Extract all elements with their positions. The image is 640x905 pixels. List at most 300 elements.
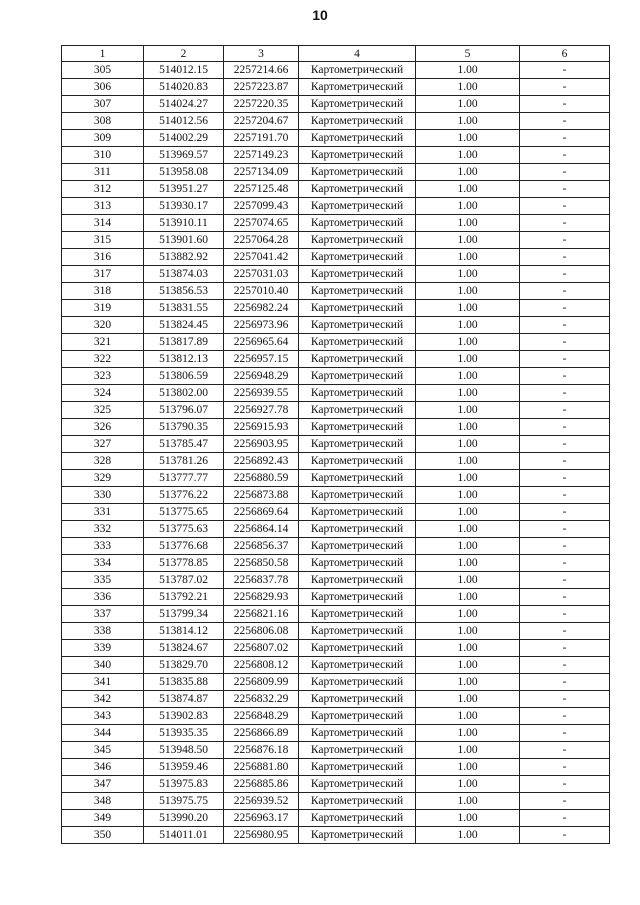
y-coordinate-cell: 2256915.93: [224, 419, 299, 436]
table-row: [62, 521, 610, 538]
y-coordinate-cell: 2256939.52: [224, 793, 299, 810]
method-cell: Картометрический: [299, 810, 416, 827]
description-cell: -: [520, 317, 610, 334]
point-number-cell: 329: [62, 470, 144, 487]
y-coordinate-cell: 2256881.80: [224, 759, 299, 776]
description-cell: -: [520, 368, 610, 385]
accuracy-cell: 1.00: [416, 623, 520, 640]
x-coordinate-cell: 513975.75: [144, 793, 224, 810]
table-row: [62, 147, 610, 164]
y-coordinate-cell: 2256939.55: [224, 385, 299, 402]
table-row: [62, 589, 610, 606]
description-cell: -: [520, 198, 610, 215]
x-coordinate-cell: 513776.22: [144, 487, 224, 504]
point-number-cell: 317: [62, 266, 144, 283]
description-cell: -: [520, 402, 610, 419]
x-coordinate-cell: 513812.13: [144, 351, 224, 368]
point-number-cell: 320: [62, 317, 144, 334]
table-row: [62, 504, 610, 521]
point-number-cell: 344: [62, 725, 144, 742]
table-row: [62, 300, 610, 317]
table-row: [62, 538, 610, 555]
description-cell: -: [520, 640, 610, 657]
y-coordinate-cell: 2256821.16: [224, 606, 299, 623]
accuracy-cell: 1.00: [416, 385, 520, 402]
x-coordinate-cell: 513874.87: [144, 691, 224, 708]
x-coordinate-cell: 513796.07: [144, 402, 224, 419]
point-number-cell: 326: [62, 419, 144, 436]
accuracy-cell: 1.00: [416, 521, 520, 538]
table-row: [62, 470, 610, 487]
point-number-cell: 314: [62, 215, 144, 232]
method-cell: Картометрический: [299, 62, 416, 79]
y-coordinate-cell: 2256809.99: [224, 674, 299, 691]
description-cell: -: [520, 827, 610, 844]
point-number-cell: 334: [62, 555, 144, 572]
y-coordinate-cell: 2256832.29: [224, 691, 299, 708]
x-coordinate-cell: 514002.29: [144, 130, 224, 147]
method-cell: Картометрический: [299, 385, 416, 402]
accuracy-cell: 1.00: [416, 147, 520, 164]
description-cell: -: [520, 691, 610, 708]
description-cell: -: [520, 606, 610, 623]
accuracy-cell: 1.00: [416, 793, 520, 810]
description-cell: -: [520, 487, 610, 504]
point-number-cell: 349: [62, 810, 144, 827]
column-header-5: 5: [416, 46, 520, 62]
x-coordinate-cell: 513824.67: [144, 640, 224, 657]
description-cell: -: [520, 113, 610, 130]
method-cell: Картометрический: [299, 572, 416, 589]
x-coordinate-cell: 514012.15: [144, 62, 224, 79]
description-cell: -: [520, 810, 610, 827]
accuracy-cell: 1.00: [416, 657, 520, 674]
y-coordinate-cell: 2256982.24: [224, 300, 299, 317]
description-cell: -: [520, 623, 610, 640]
y-coordinate-cell: 2256806.08: [224, 623, 299, 640]
y-coordinate-cell: 2256869.64: [224, 504, 299, 521]
table-row: [62, 776, 610, 793]
accuracy-cell: 1.00: [416, 606, 520, 623]
accuracy-cell: 1.00: [416, 419, 520, 436]
method-cell: Картометрический: [299, 79, 416, 96]
method-cell: Картометрический: [299, 521, 416, 538]
table-row: [62, 198, 610, 215]
x-coordinate-cell: 513814.12: [144, 623, 224, 640]
method-cell: Картометрический: [299, 266, 416, 283]
method-cell: Картометрический: [299, 283, 416, 300]
accuracy-cell: 1.00: [416, 453, 520, 470]
column-header-3: 3: [224, 46, 299, 62]
accuracy-cell: 1.00: [416, 300, 520, 317]
x-coordinate-cell: 513882.92: [144, 249, 224, 266]
method-cell: Картометрический: [299, 827, 416, 844]
method-cell: Картометрический: [299, 606, 416, 623]
point-number-cell: 345: [62, 742, 144, 759]
point-number-cell: 316: [62, 249, 144, 266]
point-number-cell: 340: [62, 657, 144, 674]
method-cell: Картометрический: [299, 742, 416, 759]
y-coordinate-cell: 2257074.65: [224, 215, 299, 232]
method-cell: Картометрический: [299, 708, 416, 725]
method-cell: Картометрический: [299, 487, 416, 504]
accuracy-cell: 1.00: [416, 198, 520, 215]
accuracy-cell: 1.00: [416, 368, 520, 385]
method-cell: Картометрический: [299, 504, 416, 521]
x-coordinate-cell: 513910.11: [144, 215, 224, 232]
y-coordinate-cell: 2256837.78: [224, 572, 299, 589]
x-coordinate-cell: 514020.83: [144, 79, 224, 96]
table-row: [62, 96, 610, 113]
x-coordinate-cell: 513969.57: [144, 147, 224, 164]
accuracy-cell: 1.00: [416, 436, 520, 453]
description-cell: -: [520, 436, 610, 453]
accuracy-cell: 1.00: [416, 266, 520, 283]
accuracy-cell: 1.00: [416, 555, 520, 572]
column-header-1: 1: [62, 46, 144, 62]
table-row: [62, 79, 610, 96]
y-coordinate-cell: 2257214.66: [224, 62, 299, 79]
coordinates-table: [61, 45, 610, 844]
description-cell: -: [520, 215, 610, 232]
x-coordinate-cell: 513817.89: [144, 334, 224, 351]
method-cell: Картометрический: [299, 317, 416, 334]
table-row: [62, 402, 610, 419]
description-cell: -: [520, 62, 610, 79]
x-coordinate-cell: 513930.17: [144, 198, 224, 215]
accuracy-cell: 1.00: [416, 759, 520, 776]
x-coordinate-cell: 513829.70: [144, 657, 224, 674]
point-number-cell: 318: [62, 283, 144, 300]
accuracy-cell: 1.00: [416, 317, 520, 334]
y-coordinate-cell: 2257041.42: [224, 249, 299, 266]
table-row: [62, 555, 610, 572]
y-coordinate-cell: 2257125.48: [224, 181, 299, 198]
point-number-cell: 307: [62, 96, 144, 113]
method-cell: Картометрический: [299, 300, 416, 317]
point-number-cell: 347: [62, 776, 144, 793]
method-cell: Картометрический: [299, 793, 416, 810]
x-coordinate-cell: 513790.35: [144, 419, 224, 436]
table-row: [62, 640, 610, 657]
accuracy-cell: 1.00: [416, 79, 520, 96]
accuracy-cell: 1.00: [416, 113, 520, 130]
y-coordinate-cell: 2256880.59: [224, 470, 299, 487]
description-cell: -: [520, 130, 610, 147]
description-cell: -: [520, 419, 610, 436]
description-cell: -: [520, 589, 610, 606]
accuracy-cell: 1.00: [416, 334, 520, 351]
table-row: [62, 453, 610, 470]
method-cell: Картометрический: [299, 555, 416, 572]
y-coordinate-cell: 2256903.95: [224, 436, 299, 453]
x-coordinate-cell: 513951.27: [144, 181, 224, 198]
point-number-cell: 330: [62, 487, 144, 504]
column-header-2: 2: [144, 46, 224, 62]
description-cell: -: [520, 283, 610, 300]
point-number-cell: 321: [62, 334, 144, 351]
x-coordinate-cell: 513824.45: [144, 317, 224, 334]
description-cell: -: [520, 742, 610, 759]
y-coordinate-cell: 2256808.12: [224, 657, 299, 674]
x-coordinate-cell: 513792.21: [144, 589, 224, 606]
description-cell: -: [520, 674, 610, 691]
method-cell: Картометрический: [299, 453, 416, 470]
y-coordinate-cell: 2256850.58: [224, 555, 299, 572]
accuracy-cell: 1.00: [416, 232, 520, 249]
y-coordinate-cell: 2256963.17: [224, 810, 299, 827]
accuracy-cell: 1.00: [416, 181, 520, 198]
method-cell: Картометрический: [299, 215, 416, 232]
point-number-cell: 315: [62, 232, 144, 249]
y-coordinate-cell: 2256848.29: [224, 708, 299, 725]
table-row: [62, 368, 610, 385]
point-number-cell: 325: [62, 402, 144, 419]
method-cell: Картометрический: [299, 470, 416, 487]
x-coordinate-cell: 513959.46: [144, 759, 224, 776]
method-cell: Картометрический: [299, 232, 416, 249]
accuracy-cell: 1.00: [416, 827, 520, 844]
description-cell: -: [520, 759, 610, 776]
x-coordinate-cell: 513787.02: [144, 572, 224, 589]
x-coordinate-cell: 513776.68: [144, 538, 224, 555]
description-cell: -: [520, 793, 610, 810]
table-row: [62, 385, 610, 402]
description-cell: -: [520, 79, 610, 96]
accuracy-cell: 1.00: [416, 708, 520, 725]
point-number-cell: 327: [62, 436, 144, 453]
table-row: [62, 810, 610, 827]
accuracy-cell: 1.00: [416, 470, 520, 487]
point-number-cell: 305: [62, 62, 144, 79]
table-row: [62, 657, 610, 674]
method-cell: Картометрический: [299, 657, 416, 674]
y-coordinate-cell: 2257204.67: [224, 113, 299, 130]
point-number-cell: 331: [62, 504, 144, 521]
method-cell: Картометрический: [299, 538, 416, 555]
accuracy-cell: 1.00: [416, 487, 520, 504]
description-cell: -: [520, 385, 610, 402]
x-coordinate-cell: 513831.55: [144, 300, 224, 317]
y-coordinate-cell: 2256807.02: [224, 640, 299, 657]
table-row: [62, 266, 610, 283]
table-row: [62, 674, 610, 691]
y-coordinate-cell: 2256927.78: [224, 402, 299, 419]
point-number-cell: 309: [62, 130, 144, 147]
column-header-4: 4: [299, 46, 416, 62]
method-cell: Картометрический: [299, 96, 416, 113]
table-row: [62, 249, 610, 266]
table-row: [62, 572, 610, 589]
x-coordinate-cell: 513901.60: [144, 232, 224, 249]
method-cell: Картометрический: [299, 691, 416, 708]
table-body: [62, 62, 610, 844]
point-number-cell: 333: [62, 538, 144, 555]
table-row: [62, 317, 610, 334]
y-coordinate-cell: 2257191.70: [224, 130, 299, 147]
y-coordinate-cell: 2257099.43: [224, 198, 299, 215]
point-number-cell: 339: [62, 640, 144, 657]
method-cell: Картометрический: [299, 402, 416, 419]
table-row: [62, 759, 610, 776]
y-coordinate-cell: 2256965.64: [224, 334, 299, 351]
method-cell: Картометрический: [299, 419, 416, 436]
point-number-cell: 335: [62, 572, 144, 589]
y-coordinate-cell: 2256885.86: [224, 776, 299, 793]
x-coordinate-cell: 513799.34: [144, 606, 224, 623]
method-cell: Картометрический: [299, 249, 416, 266]
y-coordinate-cell: 2256876.18: [224, 742, 299, 759]
y-coordinate-cell: 2256866.89: [224, 725, 299, 742]
method-cell: Картометрический: [299, 334, 416, 351]
description-cell: -: [520, 351, 610, 368]
table-row: [62, 334, 610, 351]
method-cell: Картометрический: [299, 776, 416, 793]
point-number-cell: 350: [62, 827, 144, 844]
description-cell: -: [520, 538, 610, 555]
description-cell: -: [520, 708, 610, 725]
x-coordinate-cell: 513948.50: [144, 742, 224, 759]
point-number-cell: 341: [62, 674, 144, 691]
description-cell: -: [520, 657, 610, 674]
table-row: [62, 606, 610, 623]
x-coordinate-cell: 513835.88: [144, 674, 224, 691]
accuracy-cell: 1.00: [416, 674, 520, 691]
point-number-cell: 312: [62, 181, 144, 198]
method-cell: Картометрический: [299, 113, 416, 130]
accuracy-cell: 1.00: [416, 742, 520, 759]
y-coordinate-cell: 2257149.23: [224, 147, 299, 164]
y-coordinate-cell: 2256864.14: [224, 521, 299, 538]
description-cell: -: [520, 572, 610, 589]
point-number-cell: 322: [62, 351, 144, 368]
accuracy-cell: 1.00: [416, 96, 520, 113]
method-cell: Картометрический: [299, 351, 416, 368]
point-number-cell: 332: [62, 521, 144, 538]
description-cell: -: [520, 521, 610, 538]
y-coordinate-cell: 2257010.40: [224, 283, 299, 300]
x-coordinate-cell: 514024.27: [144, 96, 224, 113]
x-coordinate-cell: 513775.65: [144, 504, 224, 521]
y-coordinate-cell: 2257031.03: [224, 266, 299, 283]
x-coordinate-cell: 514012.56: [144, 113, 224, 130]
method-cell: Картометрический: [299, 759, 416, 776]
accuracy-cell: 1.00: [416, 351, 520, 368]
table-header-row: [62, 46, 610, 62]
accuracy-cell: 1.00: [416, 283, 520, 300]
y-coordinate-cell: 2257064.28: [224, 232, 299, 249]
column-header-6: 6: [520, 46, 610, 62]
description-cell: -: [520, 181, 610, 198]
accuracy-cell: 1.00: [416, 776, 520, 793]
x-coordinate-cell: 513958.08: [144, 164, 224, 181]
method-cell: Картометрический: [299, 181, 416, 198]
table-row: [62, 113, 610, 130]
x-coordinate-cell: 513775.63: [144, 521, 224, 538]
y-coordinate-cell: 2256980.95: [224, 827, 299, 844]
point-number-cell: 313: [62, 198, 144, 215]
point-number-cell: 310: [62, 147, 144, 164]
x-coordinate-cell: 513990.20: [144, 810, 224, 827]
description-cell: -: [520, 470, 610, 487]
accuracy-cell: 1.00: [416, 640, 520, 657]
table-row: [62, 827, 610, 844]
point-number-cell: 338: [62, 623, 144, 640]
point-number-cell: 342: [62, 691, 144, 708]
y-coordinate-cell: 2257134.09: [224, 164, 299, 181]
description-cell: -: [520, 266, 610, 283]
x-coordinate-cell: 513806.59: [144, 368, 224, 385]
y-coordinate-cell: 2256873.88: [224, 487, 299, 504]
table-row: [62, 691, 610, 708]
point-number-cell: 337: [62, 606, 144, 623]
y-coordinate-cell: 2256829.93: [224, 589, 299, 606]
method-cell: Картометрический: [299, 147, 416, 164]
point-number-cell: 348: [62, 793, 144, 810]
table-row: [62, 623, 610, 640]
accuracy-cell: 1.00: [416, 164, 520, 181]
table-row: [62, 419, 610, 436]
description-cell: -: [520, 555, 610, 572]
description-cell: -: [520, 147, 610, 164]
accuracy-cell: 1.00: [416, 538, 520, 555]
x-coordinate-cell: 513902.83: [144, 708, 224, 725]
description-cell: -: [520, 334, 610, 351]
table-row: [62, 130, 610, 147]
point-number-cell: 324: [62, 385, 144, 402]
description-cell: -: [520, 232, 610, 249]
y-coordinate-cell: 2256973.96: [224, 317, 299, 334]
description-cell: -: [520, 96, 610, 113]
table-row: [62, 793, 610, 810]
method-cell: Картометрический: [299, 674, 416, 691]
description-cell: -: [520, 164, 610, 181]
accuracy-cell: 1.00: [416, 402, 520, 419]
method-cell: Картометрический: [299, 640, 416, 657]
accuracy-cell: 1.00: [416, 725, 520, 742]
table-row: [62, 62, 610, 79]
table-row: [62, 164, 610, 181]
method-cell: Картометрический: [299, 589, 416, 606]
table-row: [62, 215, 610, 232]
table-row: [62, 232, 610, 249]
y-coordinate-cell: 2256892.43: [224, 453, 299, 470]
table-row: [62, 351, 610, 368]
table-row: [62, 283, 610, 300]
x-coordinate-cell: 513777.77: [144, 470, 224, 487]
y-coordinate-cell: 2256957.15: [224, 351, 299, 368]
page-number: 10: [312, 7, 328, 23]
x-coordinate-cell: 513874.03: [144, 266, 224, 283]
description-cell: -: [520, 453, 610, 470]
point-number-cell: 308: [62, 113, 144, 130]
x-coordinate-cell: 513785.47: [144, 436, 224, 453]
method-cell: Картометрический: [299, 368, 416, 385]
x-coordinate-cell: 513935.35: [144, 725, 224, 742]
description-cell: -: [520, 725, 610, 742]
description-cell: -: [520, 776, 610, 793]
table-row: [62, 487, 610, 504]
point-number-cell: 319: [62, 300, 144, 317]
y-coordinate-cell: 2256856.37: [224, 538, 299, 555]
point-number-cell: 328: [62, 453, 144, 470]
method-cell: Картометрический: [299, 198, 416, 215]
description-cell: -: [520, 300, 610, 317]
x-coordinate-cell: 513778.85: [144, 555, 224, 572]
accuracy-cell: 1.00: [416, 572, 520, 589]
table-row: [62, 725, 610, 742]
x-coordinate-cell: 513802.00: [144, 385, 224, 402]
